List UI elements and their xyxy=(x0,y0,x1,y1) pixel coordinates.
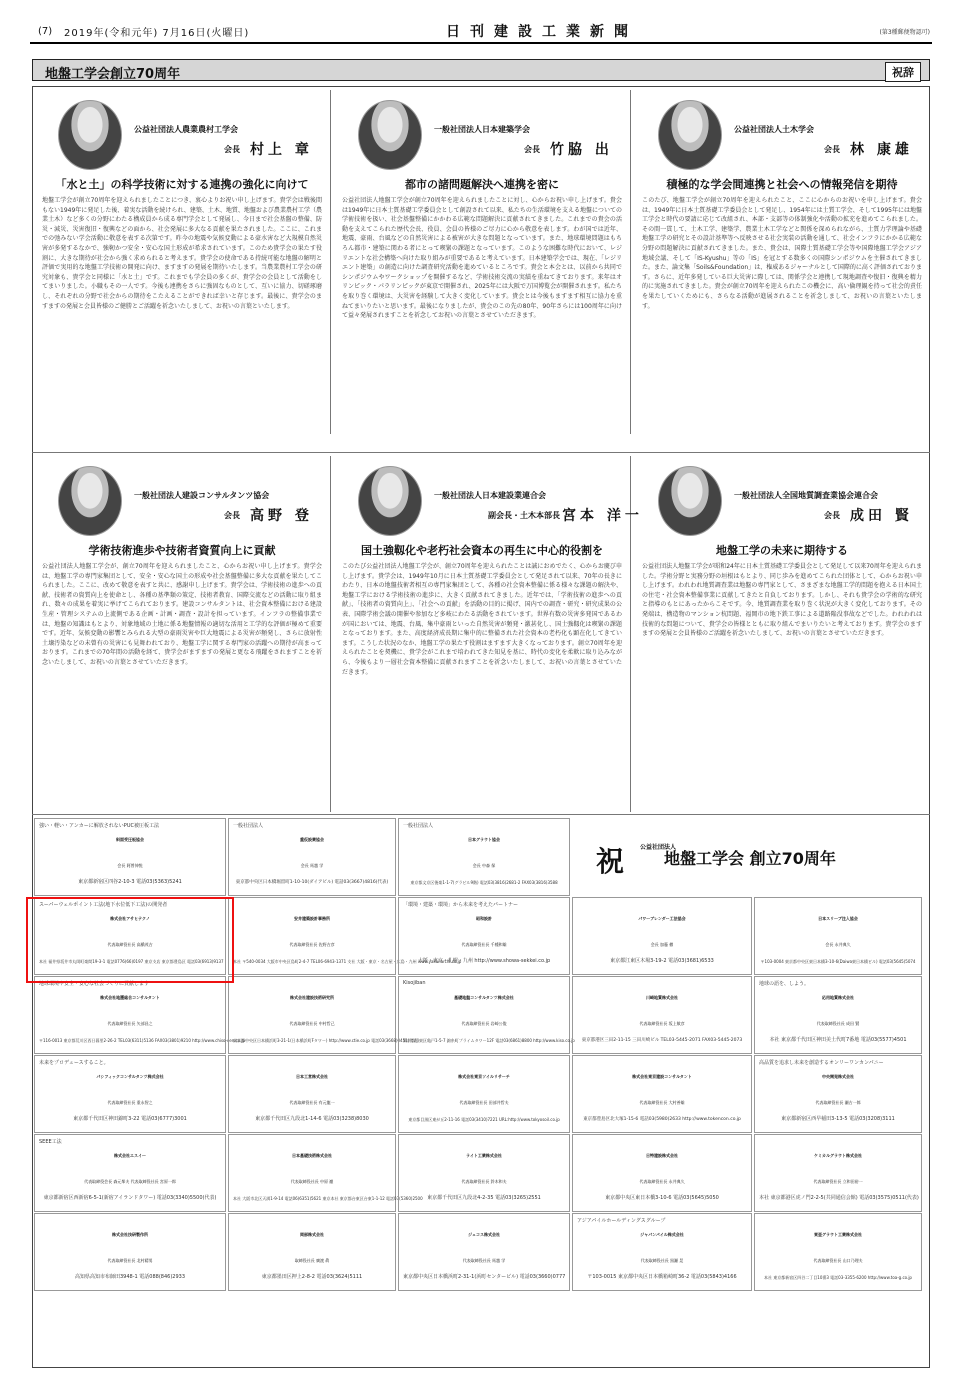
article-headline: 積極的な学会間連携と社会への情報発信を期待 xyxy=(666,178,898,191)
article-person: 村上 章 xyxy=(250,142,313,158)
mail-permit-note: (第3種郵便物認可) xyxy=(879,28,930,36)
ad-representative: 代表取締役社長 高橋茂吉 xyxy=(107,942,153,947)
ad-representative: 会長 馬越 学 xyxy=(300,863,324,868)
ad-company-name: 日本工営株式会社 xyxy=(296,1074,328,1079)
ad-address: 東京都千代田区九段北4-2-35 電話03(3265)2551 xyxy=(427,1195,541,1201)
ad-representative: 代表取締役社長 黒瀬 晃 xyxy=(640,1258,684,1263)
ad-address: 東京都墨田区押上2-8-2 電話03(3624)5111 xyxy=(261,1274,363,1280)
ad-company-name: ジェコス株式会社 xyxy=(468,1232,500,1237)
page-header xyxy=(38,22,930,40)
ad-address: 東京都新宿区西新宿6-5-1(新宿アイランドタワー) 電話03(3340)5500(代表) xyxy=(43,1195,217,1201)
ad-company-name: 株式会社技研製作所 xyxy=(112,1232,148,1237)
ad-company-name: 重仮設業協会 xyxy=(300,837,324,842)
ad-tagline: Kisojiban xyxy=(403,980,426,986)
ad-representative: 代表取締役社長 千種和雄 xyxy=(461,942,507,947)
ad-address: 〒103-0004 東京都中央区東日本橋3-10-6(Daiwa東日本橋ビル) 電話03(5645)5074 xyxy=(760,959,916,964)
article-person: 竹脇 出 xyxy=(550,142,613,158)
header-rule xyxy=(30,42,932,44)
ad-company-name: 日本基礎技術株式会社 xyxy=(292,1153,332,1158)
article-org: 公益社団法人農業農村工学会 xyxy=(134,125,238,134)
ad-company-name: 株式会社地圏総合コンサルタント xyxy=(100,995,160,1000)
celebration-mark: 祝 xyxy=(596,845,625,878)
ad-representative: 代表取締役会長 森元峯夫 代表取締役社長 宮原一郎 xyxy=(84,1179,176,1184)
ad-address: 本社 福井県坂井市丸岡町楽間19-3-1 電話0776(66)0197 東京支店 東京都豊島区 電話03(6913)9137 xyxy=(39,959,224,964)
section-title: 地盤工学会創立70周年 xyxy=(45,67,181,82)
ad-company-name: 昭和設計 xyxy=(476,916,492,921)
article-headline: 学術技術進歩や技術者資質向上に貢献 xyxy=(88,544,276,557)
ad-cell xyxy=(398,897,570,975)
ad-representative: 代表取締役社長 中村哲己 xyxy=(289,1021,335,1026)
ad-company-name: 株式会社エスイー xyxy=(114,1153,146,1158)
article-org: 一般社団法人建設コンサルタンツ協会 xyxy=(134,491,270,500)
article-doboku xyxy=(638,90,926,440)
ad-tagline: 地球環境や安全・安心な社会づくりに貢献します xyxy=(39,981,150,987)
ad-tagline: アジアパイルホールディングスグループ xyxy=(577,1218,666,1224)
ad-cell xyxy=(572,1213,752,1291)
ad-address: 本社 大阪市北区天満1-9-14 電話06(6351)5621 東京本社 東京都台東区台東1-1-12 電話03(5360)2500 xyxy=(233,1196,423,1201)
ad-company-name: 中央開発株式会社 xyxy=(822,1074,854,1079)
ad-cell xyxy=(572,897,752,975)
article-body: このたび公益社団法人地盤工学会が、創立70周年を迎えられたことは誠におめでたく、心からお慶び申し上げます。貴学会は、1949年10月に日本土質基礎工学委員会として発足されて以来、70年の長きにわたり、日本の地盤技術者相互の専門家集団として、各種の社会資本整備に係る様々な課題の解決や、地盤工学における学術技術の進歩に、大きく貢献されてきました。近年では、「学術技術の進歩への貢献」、「技術者の資質向上」、「社会への貢献」を活動の目的に掲げ、国内での調査・研究・研究成果の公表、国際学術会議の開催や参加など多岐にわたる活動をされています。世界有数の災害多発国であるわが国においては、地震、台風、集中豪雨といった自然災害が頻発・激甚化し、国土強靱化は喫緊の課題となっております。また、高度経済成長期に集中的に整備された社会資本の老朽化も顕在化してきています。こうした状況のなか、地盤工学の果たす役割はますます大きくなっております。創立70周年を迎えられたことを契機に、貴学会がこれまで培われてきた知見を基に、時代の変化を柔軟に取り込みながら、今後もより一層社会資本整備に貢献されますことを祈念いたしまして、お祝いの言葉とさせていただきます。 xyxy=(342,563,622,676)
ad-tagline: 「環境・建築・環境」から未来を考えたパートナー xyxy=(403,902,519,908)
ad-representative: 会長 永井典久 xyxy=(825,942,851,947)
ad-company-name: ライト工業株式会社 xyxy=(466,1153,502,1158)
ad-company-name: 株式会社建設技術研究所 xyxy=(290,995,334,1000)
ad-company-name: 応用地質株式会社 xyxy=(822,995,854,1000)
ad-company-name: パシフィックコンサルタンツ株式会社 xyxy=(96,1074,164,1079)
ad-cell xyxy=(34,1213,226,1291)
ad-cell xyxy=(398,976,575,1054)
ad-representative: 代表取締役社長 成田 賢 xyxy=(816,1021,860,1026)
article-person: 成田 賢 xyxy=(850,508,913,524)
ad-company-name: 日特建設株式会社 xyxy=(646,1153,678,1158)
ad-address: 東京都中央区日本橋浜町3-21-1(日本橋浜町Fタワー) http://www.ctie.co.jp 電話03(3668)0451(代表) xyxy=(233,1038,419,1043)
ad-representative: 代表取締役社長 瀬古一郎 xyxy=(815,1100,861,1105)
ad-address: 大阪・東京・札幌・九州 http://www.showa-sekkei.co.jp xyxy=(417,958,551,964)
section-badge: 祝辞 xyxy=(885,62,921,82)
ad-cell xyxy=(398,818,570,896)
article-person: 林 康雄 xyxy=(850,142,913,158)
ad-address: 東京都新宿区西早稲田3-13-5 電話03(3208)3111 xyxy=(781,1116,895,1122)
ad-address: 東京都文京区後楽1-1-7(グラビル9階) 電話03(3816)2681-2 FAX03(3816)3588 xyxy=(410,880,558,885)
ad-representative: 代表取締役社長 馬越 学 xyxy=(462,1258,506,1263)
ad-company-name: ケミカルグラウト株式会社 xyxy=(814,1153,862,1158)
ad-representative: 会長 阿曽伸悦 xyxy=(117,863,143,868)
portrait-photo xyxy=(658,466,722,536)
highlight-box xyxy=(26,897,234,983)
newspaper-title: 日刊建設工業新聞 xyxy=(446,24,638,40)
ad-cell xyxy=(228,1055,396,1133)
article-headline: 「水と土」の科学技術に対する連携の強化に向けて xyxy=(55,178,309,191)
ad-company-name: パワーブレンダー工法協会 xyxy=(638,916,686,921)
article-role: 会長 xyxy=(824,145,840,154)
article-body: このたび、地盤工学会が創立70周年を迎えられたこと、ここに心からのお祝いを申し上げます。貴会は、1949年に日本土質基礎工学委員会として発足し、1954年には土質工学会、そして1995年には地盤工学会と時代の要請に応じて改組され、本部・支部等の体制強化や活動の拡充を進めてこられました。その間一貫して、土木工学、建築学、農業土木工学などと関係を深められながら、土質力学理論や基礎地盤工学の研究とその設計基準等へ反映させる社会実装の活動を通して、社会インフラにかかる広範な分野の問題解決に貢献されてきました。また、貴会は、国際土質基礎工学会等や国際地盤工学会アジア地域会議、そして「IS-Kyushu」等の「IS」を冠とする数多くの国際シンポジウムを主催されてきました。また、論文集「Soils&Foundation」は、権威あるジャーナルとして国際的に高く評価されております。さらに、近年多発している巨大災害に際しては、関係学会と連携して現地調査や復旧・復興を精力的に実施されてきました。貴会が創立70周年を迎えられたこの機会に、高い倫理観を持って社会的責任を果たしていくためにも、さらなる活動が進展されることを祈念しまして、お祝いの言葉といたします。 xyxy=(642,197,922,310)
ad-address: 東京都中央区東日本橋3-10-6 電話03(5645)5050 xyxy=(605,1195,719,1201)
ad-address: 〒116-0013 東京都荒川区西日暮里2-26-2 TEL03(6311)5136 FAX03(3801)9210 http://www.chiso-cen.co.jp xyxy=(39,1038,245,1043)
ad-cell xyxy=(754,897,922,975)
article-kencon xyxy=(38,456,326,808)
article-role: 会長 xyxy=(224,511,240,520)
article-body: 公益社団法人地盤工学会が、創立70周年を迎えられましたこと、心からお祝い申し上げます。貴学会は、地盤工学の専門家集団として、安全・安心な国土の形成や社会基盤整備に多大な貢献を果たしてこられました。ここに、改めて敬意を表すと共に、感謝申し上げます。貴学会は、学術技術の進歩への貢献、技術者の資質向上を使命とし、各種の基準類の策定、技術者教育、国際交流などの活動に取り組まれ、数々の成果を着実に挙げてこられております。建設コンサルタントは、社会資本整備における建設生産・管理システムの上流側である企画・計画・調査・設計を担っています。インフラの整備事業では、地盤の知識はもとより、対象地域の土地に係る地盤情報の適切な活用と工学的な評価が極めて重要です。近年、気候変動の影響とみられる大型の豪雨災害や巨大地震による災害が頻発し、さらに放射性土壌汚染などの未曾有の災害にも見舞われており、地盤工学に関する専門家の活躍への期待が高まっております。これまでの70年間の活動を経て、貴学会がますますの発展と更なる飛躍をされますことを祈念いたしまして、お祝いの言葉とさせていただきます。 xyxy=(42,563,322,666)
ad-company-name: 岡部株式会社 xyxy=(300,1232,324,1237)
article-org: 一般社団法人全国地質調査業協会連合会 xyxy=(734,491,878,500)
ad-cell xyxy=(572,1134,752,1212)
article-org: 公益社団法人土木学会 xyxy=(734,125,814,134)
ad-cell xyxy=(34,976,245,1054)
ad-cell xyxy=(754,1055,922,1133)
page-number: (7) xyxy=(38,25,53,37)
article-role: 会長 xyxy=(224,145,240,154)
article-person: 宮本 洋一 xyxy=(562,508,643,524)
ad-company-name: 基礎地盤コンサルタンツ株式会社 xyxy=(454,995,514,1000)
ad-cell xyxy=(754,1134,922,1212)
article-kenchiku xyxy=(338,90,626,440)
ad-representative: 取締役社長 廣渡 眞 xyxy=(294,1258,330,1263)
ad-representative: 会長 加藤 徹 xyxy=(650,942,674,947)
ad-company-name: 川崎地質株式会社 xyxy=(646,995,678,1000)
article-body: 公益社団法人地盤工学会が昭和24年に日本土質基礎工学委員会として発足して以来70周年を迎えられました。学術分野と実務分野の垣根はもとより、同じ歩みを進めてこられた団体として、心からお祝い申し上げます。われわれ地質調査業は地盤の専門家として、さまざまな地盤工学的問題を抱える日本国土の住宅・社会資本整備事業に貢献してきたと自負しております。しかし、それも貴学会の学術的な研究と指導のもとにあったからこそです。今、地質調査業を取り巻く状況が大きく変化しております。その発端は、構造物のマンション杭問題、福岡市の地下鉄工事による道路陥没事故などでした。われわれは技術的な問題について、貴学会の皆様とともに取り組んでまいりたいと考えております。貴学会のますますの発展と会員皆様のご活躍を祈念いたしまして、お祝いの言葉とさせていただきます。 xyxy=(642,563,922,638)
ad-address: 東京都江東区木場3-19-2 電話03(3681)6533 xyxy=(610,958,714,964)
ads-divider xyxy=(32,814,930,815)
article-nikkenren xyxy=(338,456,643,808)
ad-address: 東京都豊島区北大塚1-15-6 電話03(5980)2633 http://www.tokencon.co.jp xyxy=(583,1117,741,1122)
ad-cell xyxy=(754,976,922,1054)
ad-company-name: 株式会社東京建設コンサルタント xyxy=(632,1074,692,1079)
ad-address: 本社 東京都港区虎ノ門2-2-5(共同通信会館) 電話03(3575)0511(代表) xyxy=(759,1195,919,1201)
section-banner xyxy=(32,59,930,81)
ad-representative: 代表取締役社長 重永智之 xyxy=(107,1100,153,1105)
ad-cell xyxy=(398,1213,570,1291)
ad-cell xyxy=(398,1055,570,1133)
portrait-photo xyxy=(58,100,122,170)
ad-address: 高知県高知市布師田3948-1 電話088(846)2933 xyxy=(74,1274,185,1280)
ad-address: 東京都中央区日本橋堀留町1-10-10(ダイアビル) 電話03(3667)4816(代表) xyxy=(235,880,389,885)
ad-company-name: 株式会社東京ソイルリサーチ xyxy=(458,1074,510,1079)
ad-representative: 代表取締役社長 岩崎公俊 xyxy=(461,1021,507,1026)
article-org: 一般社団法人日本建設業連合会 xyxy=(434,491,546,500)
ad-tagline: 地球の語を、しよう。 xyxy=(759,981,810,987)
ad-representative: 代表取締役社長 鈴木和夫 xyxy=(461,1179,507,1184)
ad-representative: 代表取締役社長 中原 巖 xyxy=(290,1179,334,1184)
article-headline: 都市の諸問題解決へ連携を密に xyxy=(405,178,559,191)
portrait-photo xyxy=(358,100,422,170)
ad-address: 本社 東京都千代田区神田美土代町7番地 電話03(5577)4501 xyxy=(769,1037,907,1043)
ad-company-name: 東亜グラウト工業株式会社 xyxy=(814,1232,862,1237)
ad-representative: 代表取締役社長 山口乃理夫 xyxy=(813,1258,863,1263)
ad-cell xyxy=(572,1055,752,1133)
ad-address: 東京都江東区亀戸1-5-7 錦糸町プライムタワー12F 電話03(6861)8800 http://www.kiso.co.jp xyxy=(403,1038,575,1043)
ad-representative: 会長 中森 保 xyxy=(472,863,496,868)
ad-company-name: 日本スリーブ注入協会 xyxy=(818,916,858,921)
article-nourin xyxy=(38,90,326,440)
ad-representative: 代表取締役社長 佐野吉彦 xyxy=(289,942,335,947)
ad-company-name: 斜面受圧板協会 xyxy=(116,837,144,842)
portrait-photo xyxy=(658,100,722,170)
ad-address: 東京都千代田区九段北1-14-6 電話03(3238)8030 xyxy=(255,1116,369,1122)
ad-cell xyxy=(34,1055,226,1133)
ad-address: 本社 東京都新宿区四谷二丁目10番3 電話03-3355-6200 http://www.toa-g.co.jp xyxy=(764,1275,912,1280)
ad-address: 東京都千代田区神田錦町3-22 電話03(6777)3001 xyxy=(73,1116,187,1122)
ad-cell xyxy=(34,818,226,896)
ad-representative: 代表取締役社長 矢部昌之 xyxy=(107,1021,153,1026)
ad-tagline: 高品質を追求し未来を創造するオンリーワンカンパニー xyxy=(759,1060,884,1066)
ad-cell xyxy=(228,1134,423,1212)
ad-address: 東京都目黒区東が丘2-11-16 電話03(3410)7221 URL:http://www.tokyosoil.co.jp xyxy=(408,1117,560,1122)
celebration-ad xyxy=(572,832,922,882)
ad-address: 〒103-0015 東京都中央区日本橋箱崎町36-2 電話03(5843)4166 xyxy=(587,1274,737,1280)
article-role: 会長 xyxy=(524,145,540,154)
ad-tagline: 強い・軽い・アンカーに解放されないPUC被圧板工法 xyxy=(39,823,159,829)
ad-cell xyxy=(398,1134,570,1212)
ad-cell xyxy=(228,818,396,896)
celebration-text: 地盤工学会 創立70周年 xyxy=(664,849,836,868)
article-zenchiren xyxy=(638,456,926,808)
ad-address: 東京都新宿区四谷2-10-3 電話03(5363)5241 xyxy=(78,879,182,885)
portrait-photo xyxy=(58,466,122,536)
ad-tagline: SEEE工法 xyxy=(39,1139,62,1145)
ad-company-name: 株式会社アサヒテクノ xyxy=(110,916,150,921)
ad-representative: 代表取締役社長 北村精男 xyxy=(107,1258,153,1263)
article-headline: 地盤工学の未来に期待する xyxy=(716,544,848,557)
article-role: 副会長・土木本部長 xyxy=(488,511,560,520)
ad-address: 本社 〒540-0034 大阪市中央区島町2-4-7 TEL06-6943-1371 支社 大阪・東京・名古屋・広島・九州 www.yasui-archi.co.jp xyxy=(233,959,462,964)
ad-cell xyxy=(754,1213,922,1291)
ad-representative: 代表取締役社長 坂上敏彦 xyxy=(639,1021,685,1026)
celebration-org-type: 公益社団法人 xyxy=(640,844,677,851)
ad-representative: 代表取締役社長 立和田裕一 xyxy=(813,1179,863,1184)
column-divider xyxy=(630,90,631,434)
article-person: 高野 登 xyxy=(250,508,313,524)
ad-tagline: 一般社団法人 xyxy=(233,823,264,829)
ad-company-name: 安井建築設計事務所 xyxy=(294,916,330,921)
article-body: 地盤工学会が創立70周年を迎えられましたことにつき、衷心よりお祝い申し上げます。貴学会は戦後間もない1949年に発足した後、着実な活動を続けられ、建築、土木、地質、地盤および農業農村工学（農業土木）など多くの分野にわたる構成員から成る専門学会として発展し、今日まで社会基盤の整備、防災・減災、災害復旧・復興などの面から、社会発展に多大なる貢献を果たされました。ここに、これまでの弛みない学会活動に敬意を表する次第です。昨今の地震や気候変動による豪水害など大規模自然災害が多発するなかで、強靭かつ安全・安心な国土形成が希求されています。このため貴学会の果たす役割に、大きな期待が社会から強く求められると考えます。貴学会の使命である持続可能な地盤の解明と評価で実用的な地盤工学技術の開発に向け、ますますの発展を期待いたします。当農業農村工学会の研究対象も、貴学会と同様に「水と土」です。これまでも学会員の多くが、貴学会の会員として活動をしてまいりました。小職もその一人です。今後も連携をさらに強固なものとして、互いに協力、切磋琢磨し、それぞれの分野で社会からの期待をこたえることができれば幸いと存じます。最後に、貴学会のますますの発展と会員皆様のご健勝とご活躍を祈念いたしまして、お祝いの言葉といたします。 xyxy=(42,197,322,310)
row-divider xyxy=(32,452,930,453)
ad-tagline: スーパーウェルポイント工法(地下水位低下工法)の開発者 xyxy=(39,902,168,908)
column-divider xyxy=(330,456,331,812)
ad-cell xyxy=(228,1213,396,1291)
article-role: 会長 xyxy=(824,511,840,520)
article-org: 一般社団法人日本建築学会 xyxy=(434,125,530,134)
ad-address: 東京都港区三田2-11-15 三田川崎ビル TEL03-5445-2071 FAX03-5445-2073 xyxy=(581,1038,743,1043)
ad-representative: 代表取締役社長 永井典久 xyxy=(639,1179,685,1184)
ad-company-name: 日本グラウト協会 xyxy=(468,837,500,842)
ad-tagline: 一般社団法人 xyxy=(403,823,434,829)
ad-company-name: ジャパンパイル株式会社 xyxy=(640,1232,684,1237)
ad-representative: 代表取締役社長 有元龍一 xyxy=(289,1100,335,1105)
ad-cell xyxy=(572,976,752,1054)
ad-representative: 代表取締役社長 田部井哲夫 xyxy=(459,1100,509,1105)
column-divider xyxy=(330,90,331,434)
ad-cell xyxy=(34,1134,226,1212)
portrait-photo xyxy=(358,466,422,536)
issue-date: 2019年(令和元年) 7月16日(火曜日) xyxy=(64,27,250,39)
ad-address: 東京都中央区日本橋浜町2-31-1(浜町センタービル) 電話03(3660)0777 xyxy=(403,1274,566,1280)
ad-representative: 代表取締役社長 大村善雄 xyxy=(639,1100,685,1105)
ad-tagline: 未来をプロデュースすること。 xyxy=(39,1060,109,1066)
article-body: 公益社団法人地盤工学会が創立70周年を迎えられましたことに対し、心からお祝い申し上げます。貴会は1949年に日本土質基礎工学委員会として創設されて以来、私たちの生活環境を支える地盤についての学術技術を扱い、社会基盤整備にかかわる広範な問題解決に貢献されてきました。これまでの貴会の活動を支えてこられた歴代会長、役員、会員の皆様のご尽力に心から敬意を表します。わが国では近年、地震、豪雨、台風などの自然災害による被害が大きな問題となっています。また、地球環境問題はもちろん都市・建築に関わる者にとって喫緊の課題となっています。このような困難な時代において、レジリエントな社会構築へ向けた取り組みが重要であると考えています。日本建築学会では、現在、「レジリエント建築」の創造に向けた調査研究活動を進めているところです。貴会と本会とは、以前から共同でシンポジウムやワークショップを開催するなど、学術技術交流の実績を重ねてきております。来年はオリンピック・パラリンピックが東京で開催され、2025年には大阪で万国博覧会が開催されます。私たちを取り巻く環境は、大災害を経験して大きく変化しています。貴会とは今後もますます相互に協力を重ねてまいりたいと思います。最後になりましたが、貴会のこの先の80年、90年さらには100周年に向けて益々発展されますことを祈念してお祝いの言葉とさせていただきます。 xyxy=(342,197,622,320)
article-headline: 国土強靱化や老朽社会資本の再生に中心的役割を xyxy=(361,544,603,557)
